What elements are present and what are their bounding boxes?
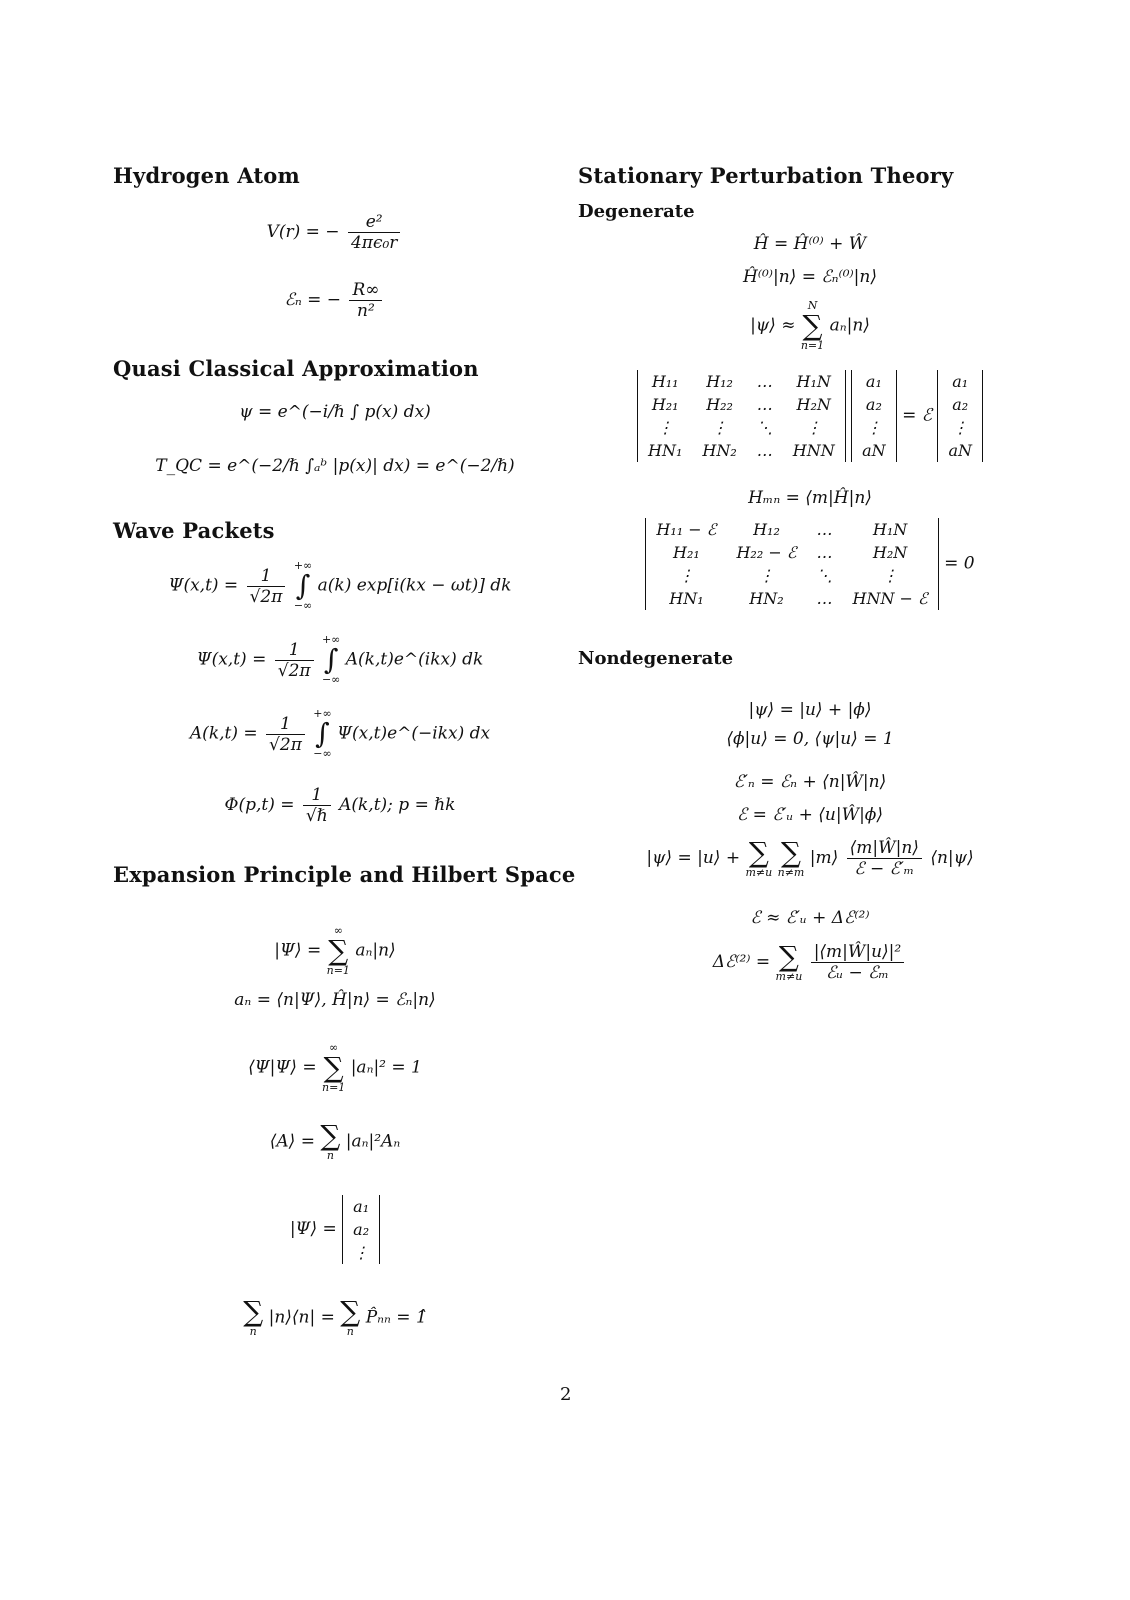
orthogonality-equation: ⟨ϕ|u⟩ = 0, ⟨ψ|u⟩ = 1 — [726, 729, 894, 749]
wave-packets-heading: Wave Packets — [113, 518, 275, 543]
secular-determinant: H₁₁ − ℰ H₁₂ … H₁N H₂₁ H₂₂ − ℰ … H₂N ⋮ ⋮ ⋱ ⋮ HN₁ HN₂ … HNN − ℰ — [645, 518, 938, 610]
potential-equation: V(r) = − $\frac{\text{e²}}{\text{4πϵ₀r}}$ — [200, 212, 470, 253]
unperturbed-eigen-equation: Ĥ⁽⁰⁾|n⟩ = ℰₙ⁽⁰⁾|n⟩ — [742, 267, 877, 287]
completeness-equation: ∑ n |n⟩⟨n| = ∑ n P̂ₙₙ = 1̂ — [243, 1295, 427, 1338]
wave-packet-equation-1: Ψ(x,t) = $\frac{1}{√2\pi}$ +∞ ∫ −∞ a(k) exp[i(kx − ωt)] dk — [168, 559, 512, 612]
wkb-wavefunction-equation: ψ = e^(−i/ℏ ∫ p(x) dx) — [239, 402, 431, 422]
state-decomposition-equation: |ψ⟩ = |u⟩ + |ϕ⟩ — [748, 700, 872, 720]
quasi-classical-heading: Quasi Classical Approximation — [113, 356, 479, 381]
momentum-wavefunction-equation: Φ(p,t) = $\frac{1}{\text{√ℏ}}$ A(k,t); p = ℏk — [224, 785, 456, 826]
expansion-equation: |Ψ⟩ = ∞ ∑ n=1 aₙ|n⟩ — [274, 924, 396, 977]
expectation-equation: ⟨A⟩ = ∑ n |aₙ|²Aₙ — [269, 1119, 401, 1162]
wave-packet-equation-2: Ψ(x,t) = $\frac{1}{√2\pi}$ +∞ ∫ −∞ A(k,t)e^(ikx) dk — [196, 633, 484, 686]
state-vector-equation: |Ψ⟩ = a₁ a₂ ⋮ — [150, 1195, 520, 1264]
normalization-equation: ⟨Ψ|Ψ⟩ = ∞ ∑ n=1 |aₙ|² = 1 — [248, 1041, 422, 1094]
tunneling-equation: T_QC = e^(−2/ℏ ∫ₐᵇ |p(x)| dx) = e^(−2/ℏ) — [155, 456, 515, 476]
nondegenerate-subheading: Nondegenerate — [578, 648, 734, 669]
hydrogen-atom-heading: Hydrogen Atom — [113, 163, 300, 188]
degenerate-expansion-equation: |ψ⟩ ≈ N ∑ n=1 aₙ|n⟩ — [750, 299, 870, 352]
matrix-element-equation: Hₘₙ = ⟨m|Ĥ|n⟩ — [748, 488, 872, 508]
second-order-correction-equation: Δℰ⁽²⁾ = ∑ m≠u $\frac{\text{|⟨m|Ŵ|u⟩|²}}{\text{ℰᵤ − ℰₘ}}$ — [620, 942, 1000, 983]
exact-energy-equation: ℰ = ℰ′ᵤ + ⟨u|Ŵ|ϕ⟩ — [736, 805, 884, 825]
first-order-energy-equation: ℰ′ₙ = ℰₙ + ⟨n|Ŵ|n⟩ — [733, 772, 887, 792]
coefficient-vector-right: a₁ a₂ ⋮ aN — [937, 370, 983, 462]
state-column-vector: a₁ a₂ ⋮ — [342, 1195, 380, 1264]
secular-matrix-equation: H₁₁ H₁₂ … H₁N H₂₁ H₂₂ … H₂N ⋮ ⋮ ⋱ ⋮ HN₁ HN₂ … HNN a₁ a₂ ⋮ aN = ℰ a₁ a₂ ⋮ aN — [600, 370, 1020, 462]
secular-determinant-equation: H₁₁ − ℰ H₁₂ … H₁N H₂₁ H₂₂ − ℰ … H₂N ⋮ ⋮ ⋱ ⋮ HN₁ HN₂ … HNN − ℰ = 0 — [600, 518, 1020, 610]
expansion-principle-heading: Expansion Principle and Hilbert Space — [113, 862, 576, 887]
page-number: 2 — [560, 1384, 572, 1405]
perturbation-theory-heading: Stationary Perturbation Theory — [578, 163, 954, 188]
energy-level-equation: ℰₙ = − $\frac{R\infty}{\text{n²}}$ — [200, 280, 470, 321]
hamiltonian-matrix: H₁₁ H₁₂ … H₁N H₂₁ H₂₂ … H₂N ⋮ ⋮ ⋱ ⋮ HN₁ HN₂ … HNN — [637, 370, 846, 462]
second-order-approx-equation: ℰ ≈ ℰ′ᵤ + Δℰ⁽²⁾ — [750, 908, 870, 928]
amplitude-equation: A(k,t) = $\frac{1}{√2\pi}$ +∞ ∫ −∞ Ψ(x,t)e^(−ikx) dx — [189, 707, 491, 760]
perturbed-state-equation: |ψ⟩ = |u⟩ + ∑ m≠u ∑ n≠m |m⟩ $\frac{⟨m|Ŵ|n⟩}{\text{ℰ − ℰ′ₘ}}$ ⟨n|ψ⟩ — [646, 835, 974, 879]
hamiltonian-split-equation: Ĥ = Ĥ⁽⁰⁾ + Ŵ — [753, 234, 867, 254]
degenerate-subheading: Degenerate — [578, 201, 695, 222]
coefficient-equation: aₙ = ⟨n|Ψ⟩, Ĥ|n⟩ = ℰₙ|n⟩ — [234, 990, 436, 1010]
coefficient-vector-left: a₁ a₂ ⋮ aN — [851, 370, 897, 462]
